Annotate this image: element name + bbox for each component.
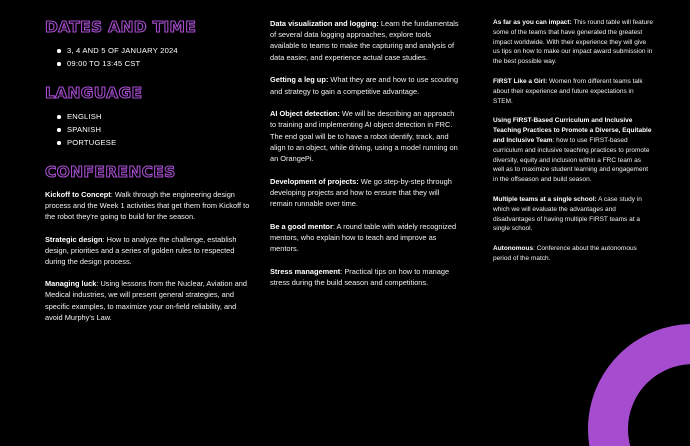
conference-separator: :: [102, 234, 107, 244]
conference-entry: [270, 266, 460, 288]
list-item: ENGLISH: [57, 110, 255, 123]
conference-description: We go step-by-step through developing projects and how to ensure that they will remain runnable over time.: [270, 176, 452, 209]
conference-entry: [493, 77, 653, 106]
conference-entry: [270, 221, 460, 255]
conference-description: A round table with widely recognized mentors, who explain how to teach and improve as mentors.: [270, 221, 457, 254]
conference-description: We will be describing an approach to training and implementing AI object detection in FRC. The end goal will be to have a robot identify, track, and align to an object, while driving, using a model running on an OrangePi.: [270, 109, 458, 164]
conference-entry: [45, 234, 255, 268]
conference-description: How to analyze the challenge, establish design, priorities and a series of golden rules to respected during the design process.: [45, 234, 237, 267]
list-item: SPANISH: [57, 123, 255, 136]
conference-title: FIRST Like a Girl:: [493, 77, 548, 85]
conferences-heading: CONFERENCES: [45, 163, 176, 181]
conference-title: Data visualization and logging:: [270, 19, 379, 28]
conference-title: Be a good mentor: [270, 221, 333, 231]
conference-entry: [493, 18, 653, 67]
decorative-ring: [588, 324, 690, 446]
conference-title: Getting a leg up:: [270, 75, 329, 85]
conference-description: This round table will feature some of the teams that have generated the greatest impact worldwide. With their experience they will give us tips on how to make our impact award submission in the best possible way.: [493, 19, 653, 66]
conference-separator: :: [332, 221, 337, 231]
conference-title: AI Object detection:: [270, 109, 340, 119]
list-item: 3, 4 AND 5 OF JANUARY 2024: [57, 44, 255, 57]
conference-title: Managing luck: [45, 279, 97, 289]
conference-description: Practical tips on how to manage stress during the build season and competitions.: [270, 266, 450, 288]
conference-entry: [45, 189, 255, 223]
conference-separator: :: [533, 245, 537, 253]
list-item: PORTUGESE: [57, 136, 255, 149]
conference-entry: [493, 116, 653, 185]
conference-separator: :: [96, 279, 101, 289]
conference-entry: [270, 176, 460, 210]
language-heading: LANGUAGE: [45, 84, 143, 102]
conference-title: As far as you can impact:: [493, 19, 572, 26]
conference-separator: :: [110, 190, 115, 199]
column-middle: [270, 18, 460, 300]
conference-title: Stress management: [270, 266, 341, 276]
conference-entry: [270, 18, 460, 63]
conference-description: Women from different teams talk about their experience and future expectations in STEM.: [493, 77, 643, 105]
conference-title: Strategic design: [45, 234, 103, 244]
conference-entry: [270, 74, 460, 96]
conference-entry: [493, 244, 653, 264]
language-list: [45, 110, 255, 149]
conference-description: A case study in which we will evaluate the advantages and disadvantages of having multiple FIRST teams at a single school.: [493, 195, 642, 233]
conference-description: Conference about the autonomous period of the match.: [493, 245, 637, 262]
conference-entry: [270, 108, 460, 164]
conference-separator: :: [552, 136, 557, 144]
conference-entry: [45, 278, 255, 323]
conference-separator: :: [340, 266, 345, 276]
dates-heading: DATES AND TIME: [45, 18, 197, 36]
conference-title: Development of projects:: [270, 176, 359, 186]
conference-description: What they are and how to use scouting and strategy to gain a competitive advantage.: [270, 75, 459, 96]
conference-description: Using lessons from the Nuclear, Aviation and Medical industries, we will present general strategies, and specific examples, to maximize your on-field reliability, and avoid Murphy's Law.: [45, 279, 247, 322]
conference-title: Multiple teams at a single school:: [493, 195, 597, 203]
conference-description: Learn the fundamentals of several data logging approaches, explore tools available to teams to make the capturing and analysis of data easier, and experience actual case studies.: [270, 19, 459, 62]
dates-list: [45, 44, 255, 70]
list-item: 09:00 TO 13:45 CST: [57, 57, 255, 70]
conference-description: Walk through the engineering design process and the Week 1 activities that get them from Kickoff to the robot they're going to build for the season.: [45, 190, 250, 222]
conference-description: how to use FIRST-based curriculum and inclusive teaching practices to promote diversity, equity and inclusion within a FRC team as well as to maximize student learning and engagement in the offseason and build season.: [493, 136, 650, 184]
conference-title: Using FIRST-Based Curriculum and Inclusive Teaching Practices to Promote a Diverse, Equitable and Inclusive Team: [493, 117, 652, 144]
conference-title: Autonomous: [493, 245, 534, 253]
conference-title: Kickoff to Concept: [45, 190, 111, 199]
conference-entry: [493, 195, 653, 234]
column-left: [45, 18, 255, 334]
column-right: [493, 18, 653, 274]
